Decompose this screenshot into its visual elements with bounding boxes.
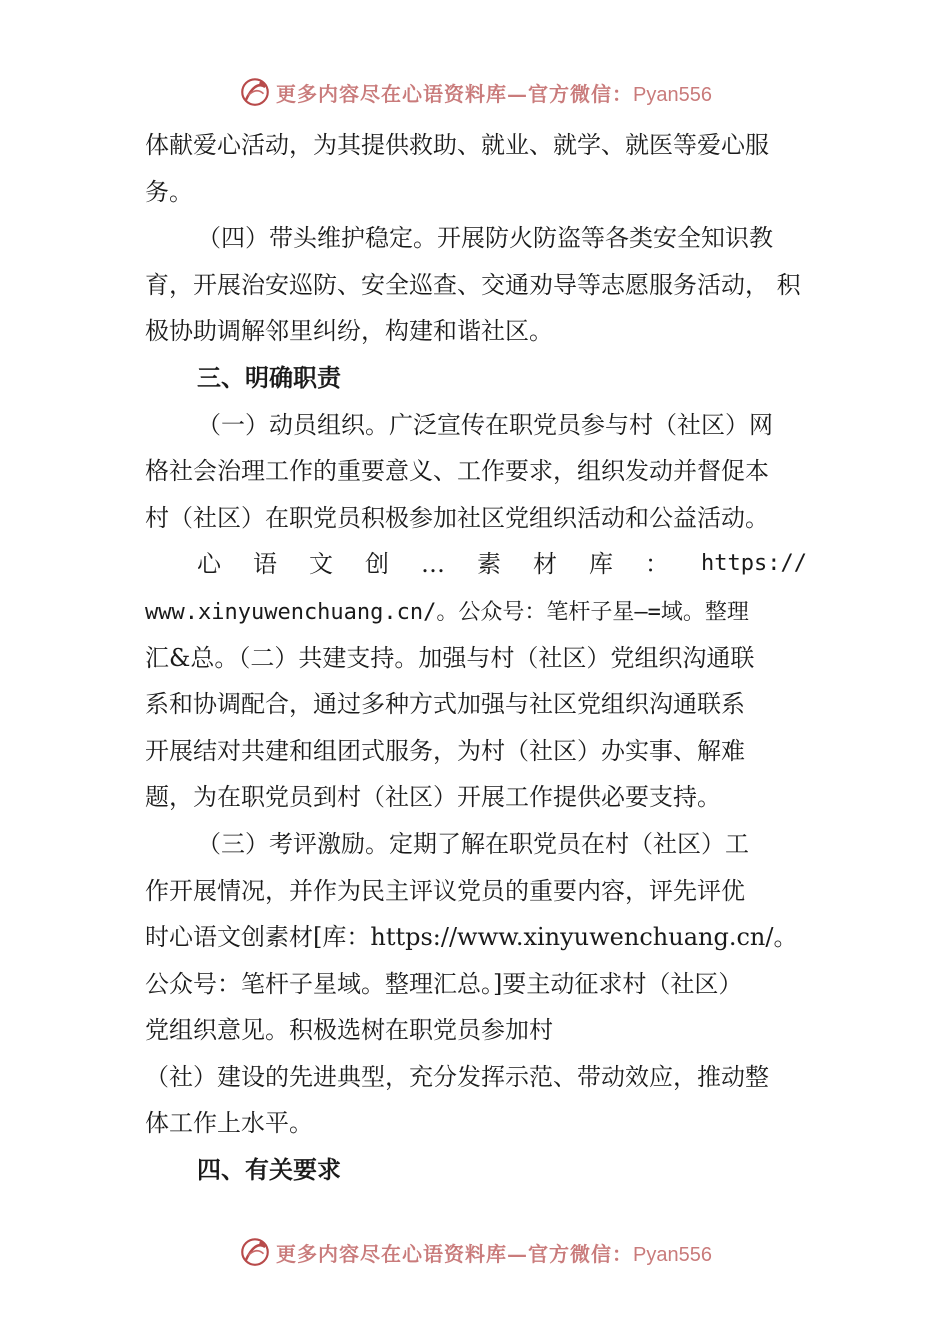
header-banner [0, 72, 950, 112]
text-line: 体献爱心活动，为其提供救助、就业、就学、就医等爱心服 [145, 131, 769, 159]
justified-text-line [145, 541, 817, 588]
text-line: 作开展情况，并作为民主评议党员的重要内容，评先评优 [145, 876, 745, 905]
char: 材 [533, 550, 557, 579]
banner-text-cn: 更多内容尽在心语资料库—官方微信： [276, 81, 634, 106]
text-line: 公众号：笔杆子星域。整理汇总。]要主动征求村（社区） [145, 969, 743, 998]
text-line: 开展结对共建和组团式服务，为村（社区）办实事、解难 [145, 736, 745, 765]
fan-logo-icon [238, 1235, 272, 1269]
char: 素 [477, 550, 501, 579]
char: ： [645, 550, 669, 579]
text-line: （社）建设的先进典型，充分发挥示范、带动效应，推动整 [145, 1062, 769, 1091]
text-line: （三）考评激励。定期了解在职党员在村（社区）工 [197, 829, 749, 858]
text-line: 题，为在职党员到村（社区）开展工作提供必要支持。 [145, 783, 721, 812]
section-heading-3: 三、明确职责 [197, 363, 341, 392]
text-line: 时心语文创素材[库：https://www.xinyuwenchuang.cn/。 [145, 923, 798, 952]
section-heading-4: 四、有关要求 [197, 1156, 341, 1185]
text-line [145, 588, 817, 635]
banner-wechat-id: Pyan556 [633, 83, 712, 106]
fan-logo-icon [238, 75, 272, 109]
text-line: 系和协调配合，通过多种方式加强与社区党组织沟通联系 [145, 690, 745, 719]
text-line: 务。 [145, 177, 193, 206]
text-line: 党组织意见。积极选树在职党员参加村 [145, 1016, 553, 1045]
text-line: 极协助调解邻里纠纷，构建和谐社区。 [145, 317, 553, 346]
text-line: 育，开展治安巡防、安全巡查、交通劝导等志愿服务活动， 积 [145, 270, 801, 299]
char: 语 [253, 550, 277, 579]
banner-text [276, 1238, 712, 1267]
char: 心 [197, 550, 221, 579]
text-line: 格社会治理工作的重要意义、工作要求，组织发动并督促本 [145, 457, 769, 486]
document-body [145, 122, 817, 1194]
text-line: 体工作上水平。 [145, 1109, 313, 1138]
banner-text [276, 78, 712, 107]
banner-wechat-id: Pyan556 [633, 1243, 712, 1266]
banner-text-cn: 更多内容尽在心语资料库—官方微信： [276, 1241, 634, 1266]
text-line: （一）动员组织。广泛宣传在职党员参与村（社区）网 [197, 410, 773, 439]
text-line-content: www.xinyuwenchuang.cn/。公众号：笔杆子星—=域。整理 [145, 599, 749, 625]
url-fragment: https:// [701, 551, 807, 577]
text-line: （四）带头维护稳定。开展防火防盗等各类安全知识教 [197, 224, 773, 253]
footer-banner [0, 1232, 950, 1272]
char: 文 [309, 550, 333, 579]
text-line: 村（社区）在职党员积极参加社区党组织活动和公益活动。 [145, 503, 769, 532]
text-line: 汇&总。（二）共建支持。加强与村（社区）党组织沟通联 [145, 643, 755, 672]
char: 创 [365, 550, 389, 579]
char: 库 [589, 550, 613, 579]
char: … [421, 550, 445, 579]
